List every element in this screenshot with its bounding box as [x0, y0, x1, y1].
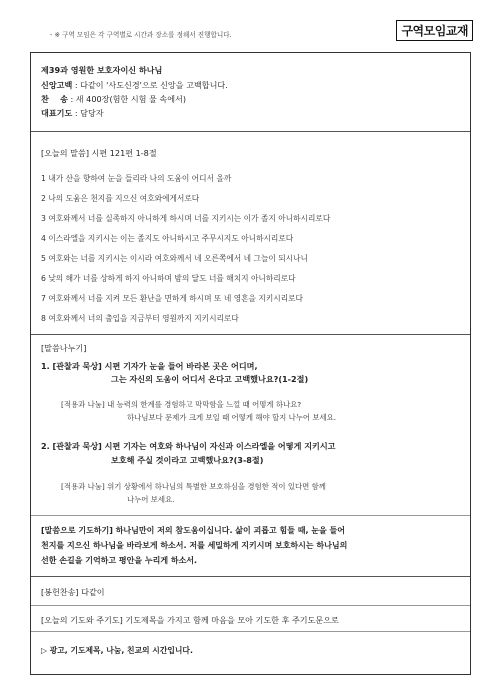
divider	[31, 334, 470, 335]
verse-8: 8 여호와께서 너의 출입을 지금부터 영원까지 지키시리로다	[41, 314, 239, 323]
question-2-line-1: 2. [관찰과 묵상] 시편 기자는 여호와 하나님이 자신과 이스라엘을 어떻게 지키시고	[41, 441, 336, 451]
divider	[31, 576, 470, 577]
creed-label: 신앙고백	[41, 80, 73, 90]
page-header	[30, 18, 473, 48]
hymn-row	[41, 94, 186, 105]
document-title: 구역모임교재	[396, 20, 473, 41]
apply-2-line-2: 나누어 보세요.	[127, 495, 175, 504]
apply-1-line-2: 하나님보다 문제가 크게 보일 때 어떻게 해야 할지 나누어 보세요.	[127, 413, 337, 422]
prayer-leader-text: : 담당자	[72, 108, 104, 118]
header-note: - ※ 구역 모임은 각 구역별로 시간과 장소를 정해서 진행합니다.	[50, 31, 232, 39]
creed-row	[41, 80, 228, 91]
content-frame	[30, 52, 471, 675]
announcement-note: ▷ 광고, 기도제목, 나눔, 친교의 시간입니다.	[41, 646, 193, 655]
hymn-text: : 새 400장(험한 시험 물 속에서)	[67, 94, 187, 104]
verse-4: 4 이스라엘을 지키시는 이는 졸지도 아니하시고 주무시지도 아니하시리로다	[41, 234, 294, 243]
verse-2: 2 나의 도움은 천지를 지으신 여호와에게서로다	[41, 194, 200, 203]
scripture-heading: [오늘의 말씀] 시편 121편 1-8절	[41, 148, 157, 158]
prayer-leader-row	[41, 108, 104, 119]
hymn-label: 찬 송	[41, 94, 68, 104]
question-1-line-1: 1. [관찰과 묵상] 시편 기자가 눈을 들어 바라본 곳은 어디며,	[41, 361, 258, 371]
question-2-line-2: 보호해 주실 것이라고 고백했나요?(3-8절)	[111, 455, 264, 465]
verse-7: 7 여호와께서 너를 지켜 모든 환난을 면하게 하시며 또 네 영혼을 지키시리로다	[41, 294, 303, 303]
question-1-line-2: 그는 자신의 도움이 어디서 온다고 고백했나요?(1-2절)	[111, 374, 309, 384]
lesson-title: 제39과 영원한 보호자이신 하나님	[41, 65, 163, 75]
prayer-line-1: [말씀으로 기도하기] 하나님만이 저의 참도움이십니다. 삶이 괴롭고 힘들 때, 눈을 들어	[41, 526, 345, 535]
divider	[31, 631, 470, 632]
prayer-leader-label: 대표기도	[41, 108, 73, 118]
apply-2-line-1: [적용과 나눔] 위기 상황에서 하나님의 특별한 보호하심을 경험한 적이 있다면 함께	[61, 482, 326, 491]
verse-3: 3 여호와께서 너를 실족하지 아니하게 하시며 너를 지키시는 이가 졸지 아니하시리로다	[41, 214, 331, 223]
verse-6: 6 낮의 해가 너를 상하게 하지 아니하며 밤의 달도 너를 해치지 아니하리로다	[41, 274, 296, 283]
creed-text: : 다같이 '사도신경'으로 신앙을 고백합니다.	[72, 80, 228, 90]
closing-prayer: [오늘의 기도와 주기도] 기도제목을 가지고 함께 마음을 모아 기도한 후 주기도문으로	[41, 615, 339, 625]
verse-5: 5 여호와는 너를 지키시는 이시라 여호와께서 네 오른쪽에서 네 그늘이 되시나니	[41, 254, 308, 263]
sharing-heading: [말씀나누기]	[41, 343, 87, 353]
verse-1: 1 내가 산을 향하여 눈을 들리라 나의 도움이 어디서 올까	[41, 174, 232, 183]
divider	[31, 515, 470, 516]
prayer-line-2: 천지를 지으신 하나님을 바라보게 하소서. 저를 세밀하게 지키시며 보호하시는 하나님의	[41, 541, 348, 550]
apply-1-line-1: [적용과 나눔] 내 능력의 한계를 경험하고 막막함을 느낄 때 어떻게 하나요?	[61, 400, 302, 409]
divider	[31, 605, 470, 606]
offering-hymn: [봉헌찬송] 다같이	[41, 587, 105, 597]
divider	[31, 131, 470, 132]
prayer-line-3: 선한 손길을 기억하고 평안을 누리게 하소서.	[41, 556, 198, 565]
